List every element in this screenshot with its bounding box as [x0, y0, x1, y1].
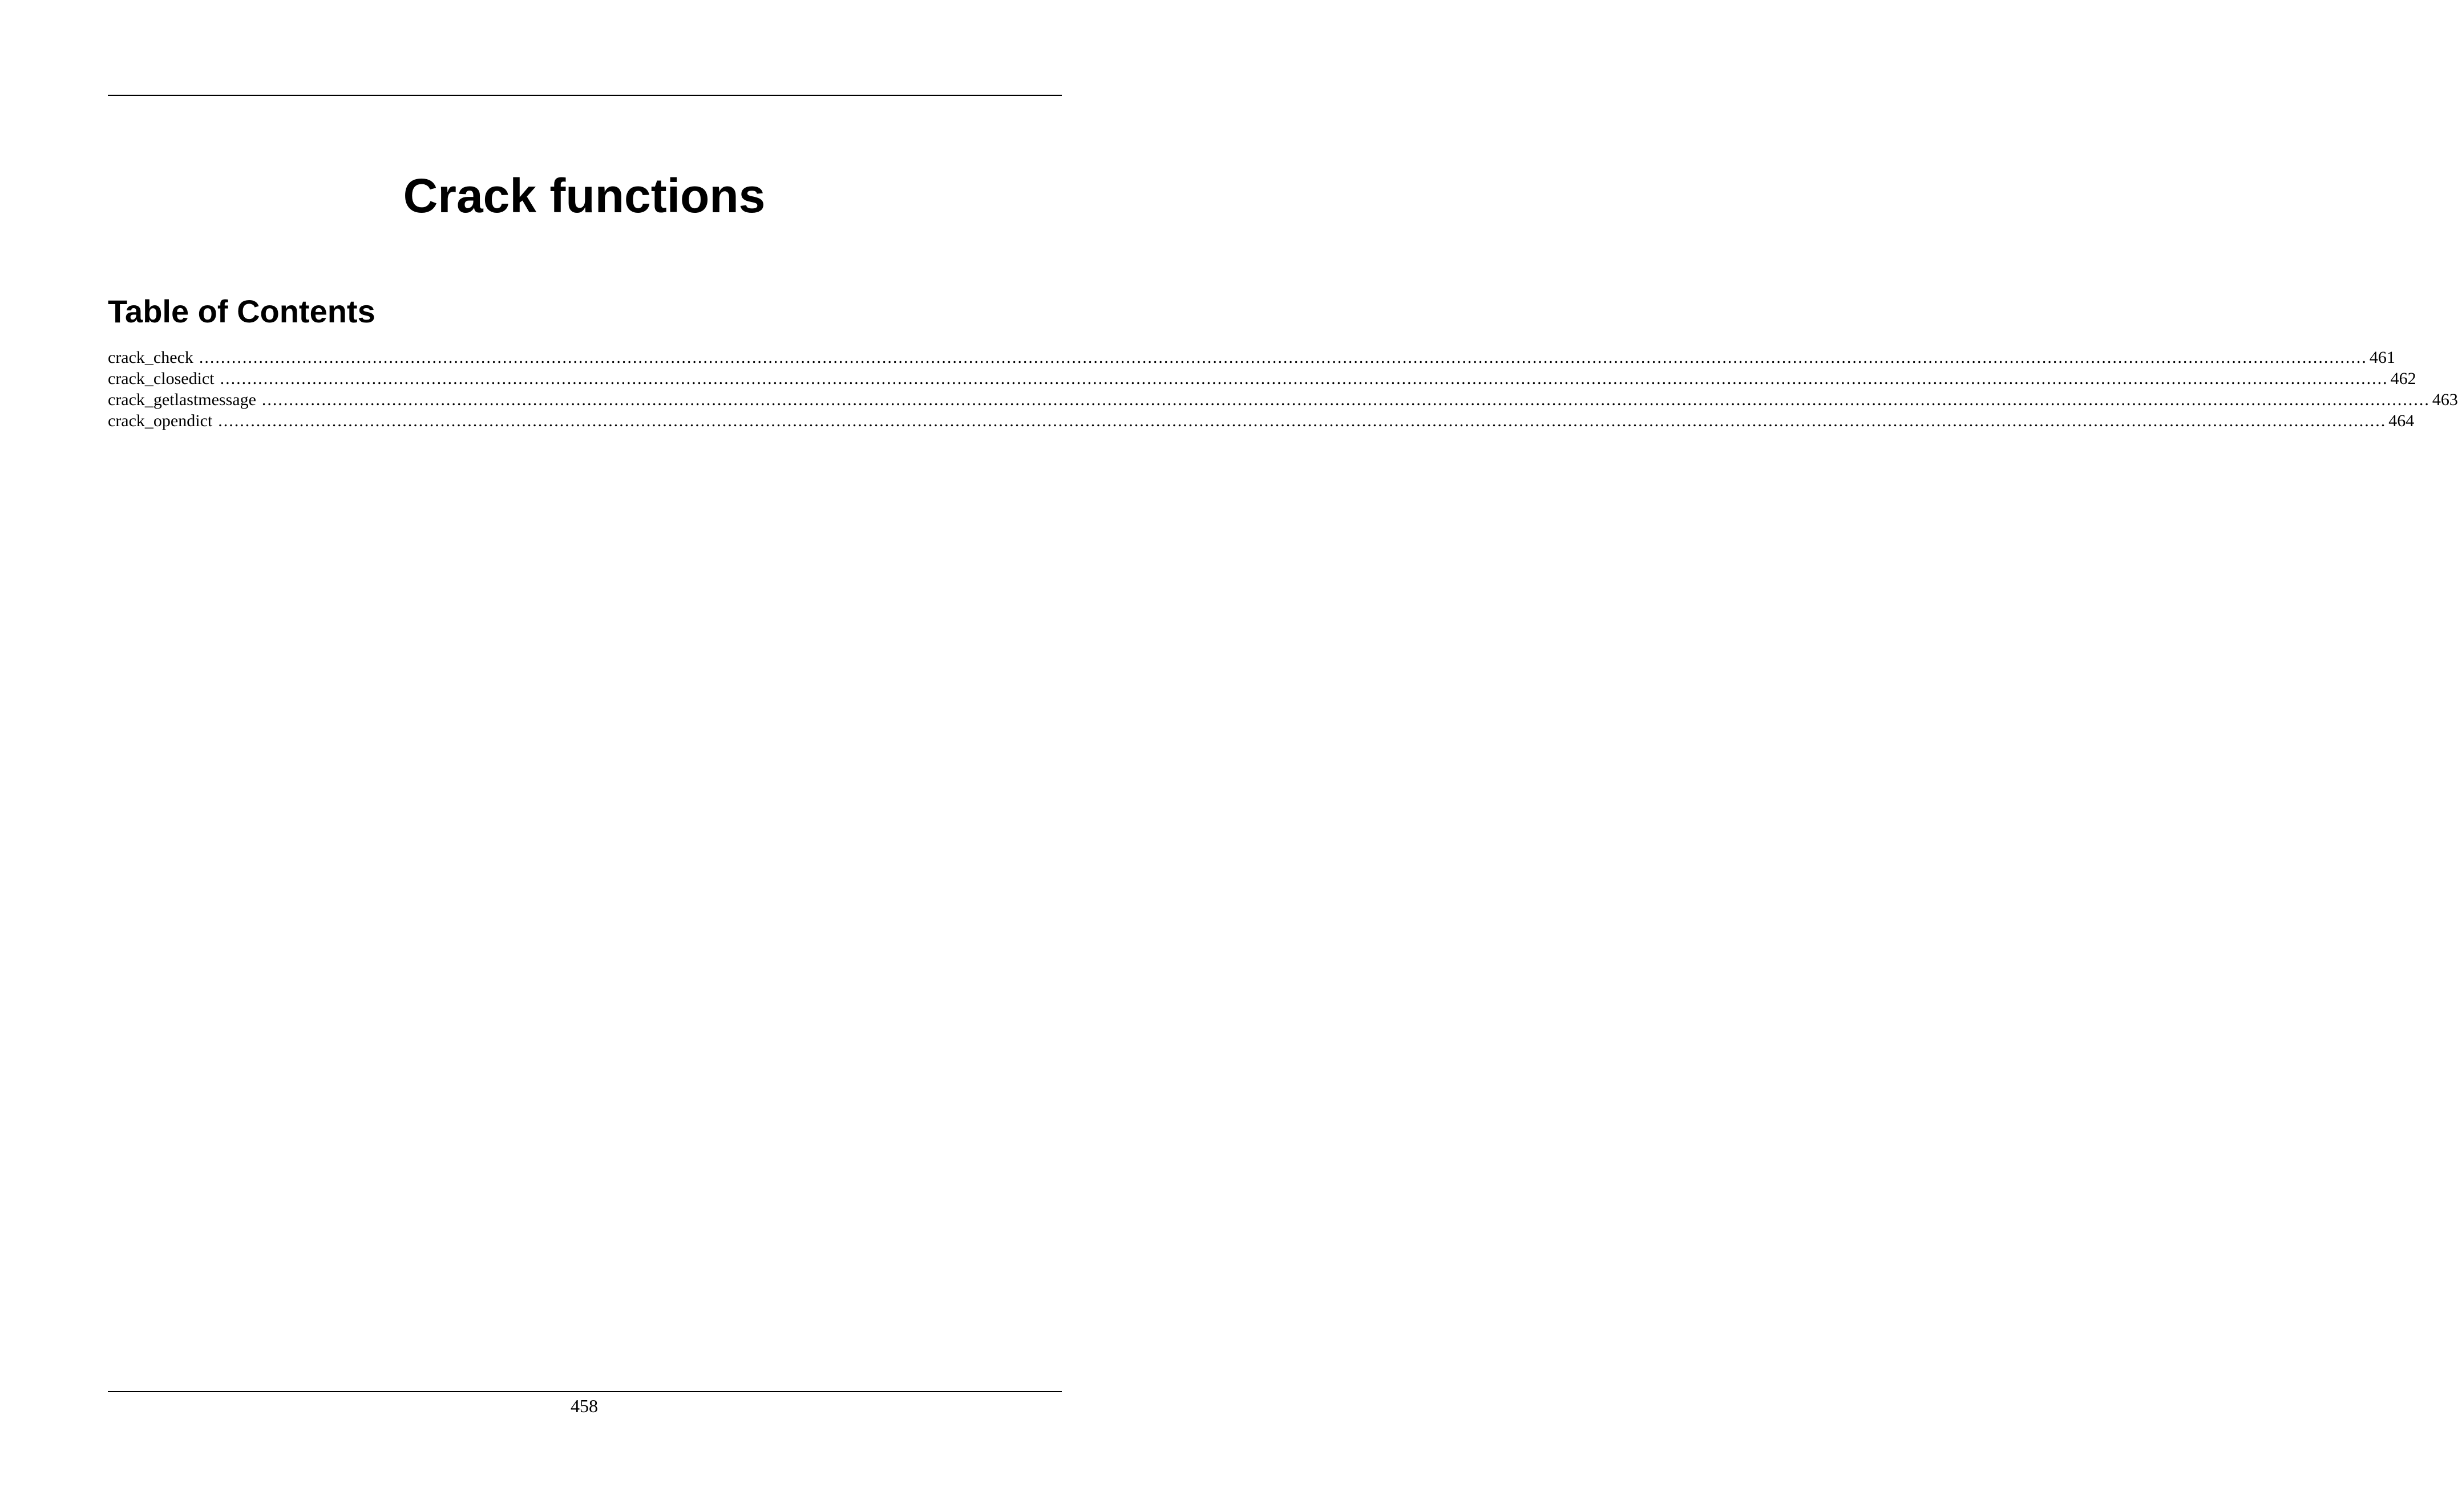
page-number: 458: [571, 1396, 598, 1416]
header-rule: [108, 95, 1062, 96]
footer-rule: [108, 1391, 1062, 1392]
toc-leader-dots: ................................................................................................................................................................................................................................................................................................................................................................................................................: [218, 411, 2387, 430]
toc-entry-page: 464: [2388, 411, 2415, 430]
chapter-title: Crack functions: [403, 169, 766, 223]
toc-entry-crack-closedict[interactable]: [108, 368, 2416, 389]
toc-entry-page: 461: [2369, 348, 2395, 367]
toc-entry-name: crack_opendict: [108, 411, 213, 430]
toc-leader-dots: ................................................................................................................................................................................................................................................................................................................................................................................................................: [261, 390, 2430, 409]
toc-entry-crack-check[interactable]: [108, 347, 2395, 368]
toc-entry-name: crack_closedict: [108, 369, 215, 388]
toc-entry-name: crack_getlastmessage: [108, 390, 256, 409]
table-of-contents: [108, 347, 2458, 431]
toc-leader-dots: ................................................................................................................................................................................................................................................................................................................................................................................................................: [220, 369, 2388, 388]
toc-heading: Table of Contents: [108, 293, 375, 329]
toc-entry-name: crack_check: [108, 348, 193, 367]
toc-entry-page: 462: [2390, 369, 2416, 388]
toc-leader-dots: ................................................................................................................................................................................................................................................................................................................................................................................................................: [199, 348, 2367, 367]
toc-entry-crack-opendict[interactable]: [108, 410, 2415, 431]
toc-entry-page: 463: [2432, 390, 2458, 409]
toc-entry-crack-getlastmessage[interactable]: [108, 389, 2458, 410]
